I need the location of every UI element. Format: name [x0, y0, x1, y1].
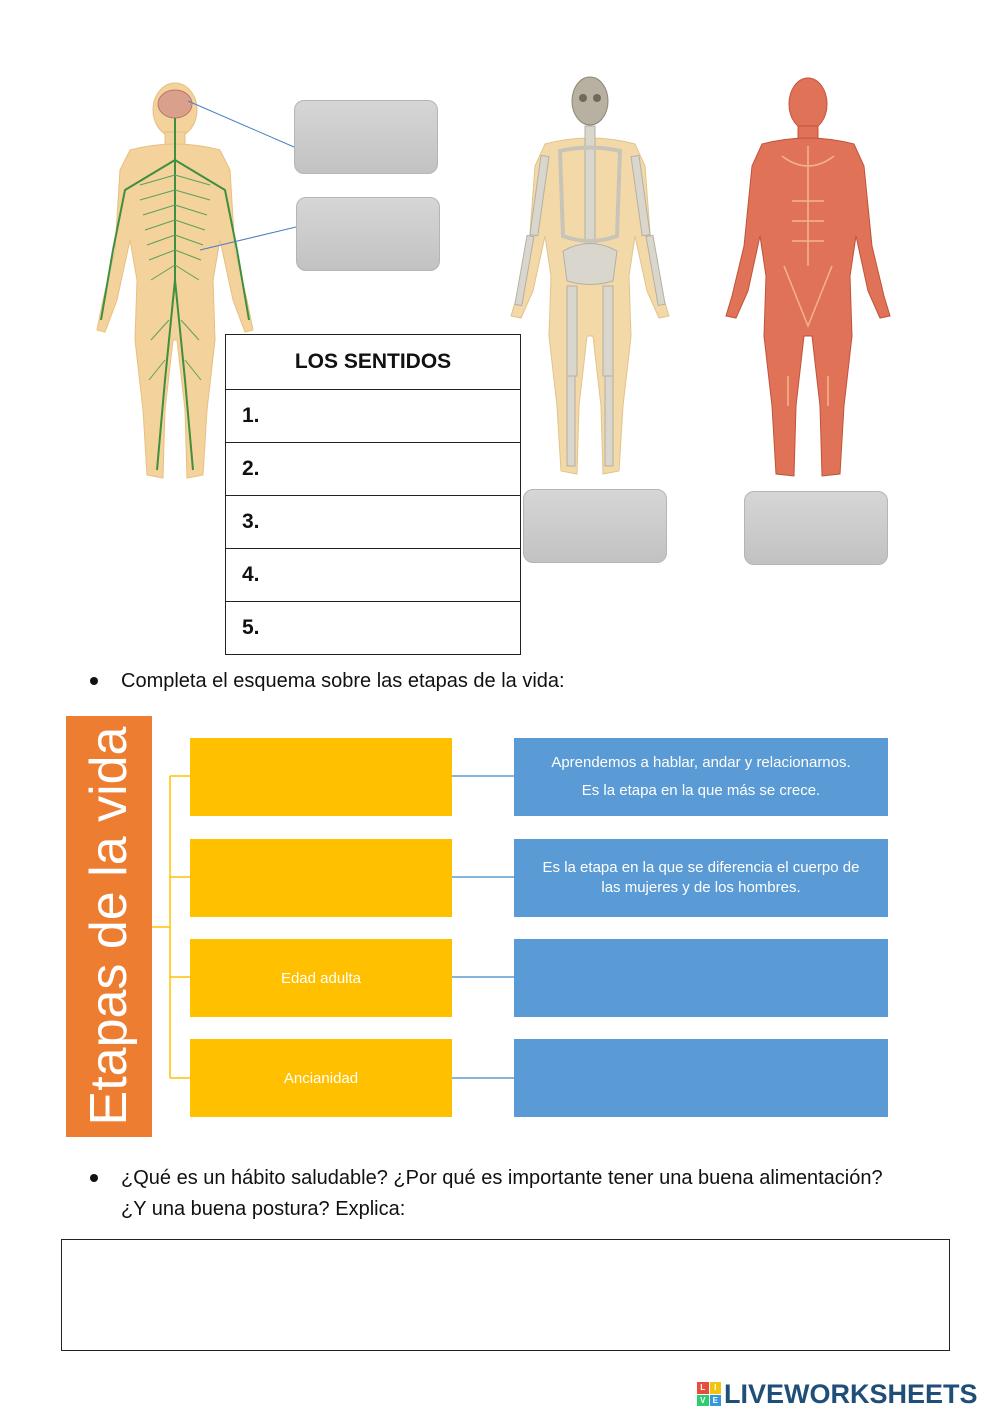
stage-label-adult: Edad adulta: [280, 969, 362, 987]
skeleton-figure: [505, 76, 675, 478]
sense-row-4[interactable]: 4.: [226, 549, 521, 602]
sense-row-5[interactable]: 5.: [226, 602, 521, 655]
sense-row-3[interactable]: 3.: [226, 496, 521, 549]
description-box-3[interactable]: [514, 939, 888, 1017]
sense-row-2[interactable]: 2.: [226, 443, 521, 496]
liveworksheets-logo-icon: L I V E: [697, 1382, 721, 1406]
muscular-figure: [722, 76, 894, 480]
life-stages-title-bar: [66, 716, 152, 1137]
description-box-4[interactable]: [514, 1039, 888, 1117]
stage-box-3: [190, 939, 452, 1017]
answer-box-muscles[interactable]: [744, 491, 888, 565]
answer-text-area[interactable]: [61, 1239, 950, 1351]
description-box-1: Aprendemos a hablar, andar y relacionarnos. Es la etapa en la que más se crece.: [514, 738, 888, 816]
life-stages-title: Etapas de la vida: [80, 726, 138, 1126]
instruction-healthy-habits: ¿Qué es un hábito saludable? ¿Por qué es importante tener una buena alimentación? ¿Y una buena postura? Explica:: [90, 1163, 970, 1225]
connector-lines: [180, 95, 300, 265]
answer-box-brain[interactable]: [294, 100, 438, 174]
stage-label-old-age: Ancianidad: [283, 1069, 359, 1087]
senses-table: [225, 334, 521, 655]
sense-row-1[interactable]: 1.: [226, 390, 521, 443]
senses-table-header: LOS SENTIDOS: [226, 335, 521, 390]
answer-box-nerves[interactable]: [296, 197, 440, 271]
bullet-icon: [90, 1174, 98, 1182]
description-box-2: Es la etapa en la que se diferencia el cuerpo de las mujeres y de los hombres.: [514, 839, 888, 917]
stage-box-1[interactable]: [190, 738, 452, 816]
brand-name: LIVEWORKSHEETS: [724, 1378, 978, 1409]
liveworksheets-brand: [697, 1378, 978, 1410]
instruction-life-stages: Completa el esquema sobre las etapas de la vida:: [90, 666, 690, 697]
bullet-icon: [90, 677, 98, 685]
stage-box-4: [190, 1039, 452, 1117]
answer-box-skeleton[interactable]: [523, 489, 667, 563]
stage-box-2[interactable]: [190, 839, 452, 917]
